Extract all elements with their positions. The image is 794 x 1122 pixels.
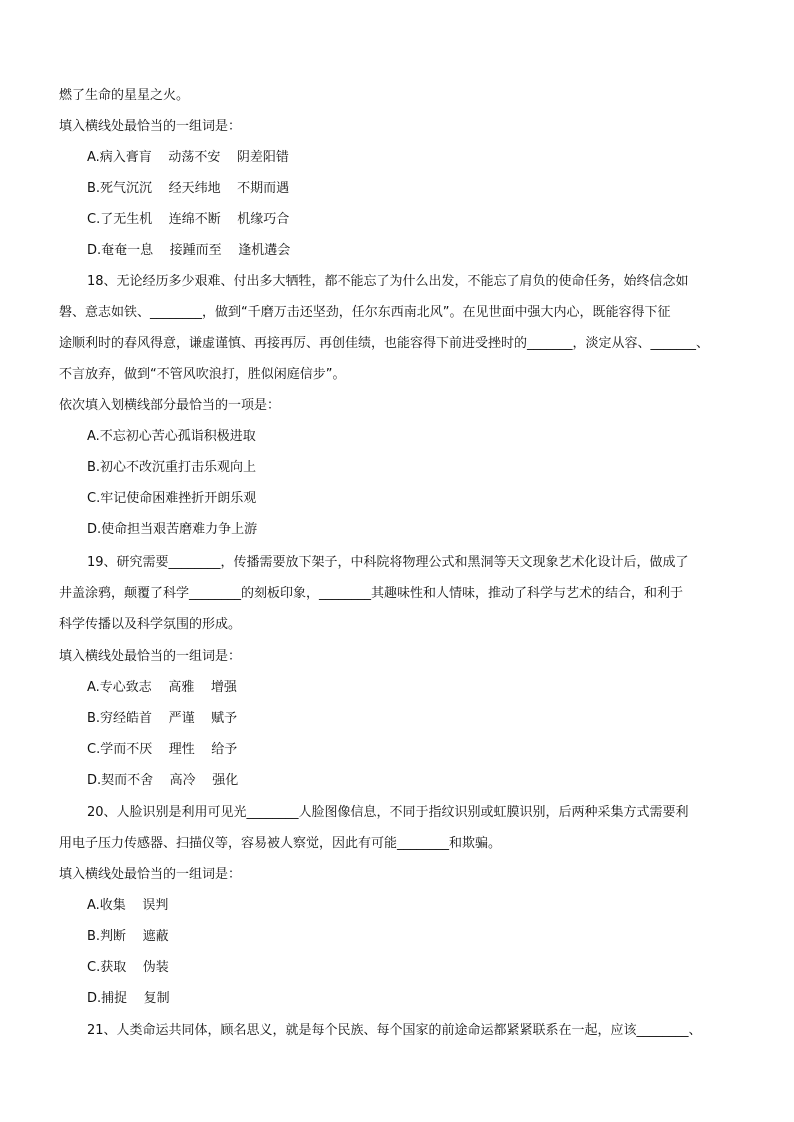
- option-d: D.使命担当艰苦磨难力争上游: [87, 522, 258, 537]
- question-prompt: 填入横线处最恰当的一组词是：: [59, 649, 242, 664]
- option-c: C.学而不厌 理性 给予: [87, 742, 238, 757]
- question-21-text: 21、人类命运共同体，顾名思义，就是每个民族、每个国家的前途命运都紧紧联系在一起，应该________、: [87, 1023, 702, 1038]
- option-b: B.初心不改沉重打击乐观向上: [87, 460, 257, 475]
- question-18-text: 不言放弃，做到“不管风吹浪打，胜似闲庭信步”。: [59, 367, 346, 382]
- option-b: B.穷经皓首 严谨 赋予: [87, 711, 238, 726]
- option-a: A.病入膏肓 动荡不安 阴差阳错: [87, 150, 289, 165]
- question-20-text: 用电子压力传感器、扫描仪等，容易被人察觉，因此有可能________和欺骗。: [59, 836, 502, 851]
- question-19-text: 科学传播以及科学氛围的形成。: [59, 617, 242, 632]
- option-a: A.专心致志 高雅 增强: [87, 680, 237, 695]
- question-prompt: 依次填入划横线部分最恰当的一项是：: [59, 398, 281, 413]
- option-d: D.捕捉 复制: [87, 991, 170, 1006]
- option-b: B.死气沉沉 经天纬地 不期而遇: [87, 181, 290, 196]
- question-prompt: 填入横线处最恰当的一组词是：: [59, 867, 242, 882]
- question-prompt: 填入横线处最恰当的一组词是：: [59, 119, 242, 134]
- question-18-text: 途顺利时的春风得意，谦虚谨慎、再接再厉、再创佳绩，也能容得下前进受挫时的_______，淡定从容、_______、: [59, 336, 710, 351]
- option-b: B.判断 遮蔽: [87, 929, 169, 944]
- question-19-text: 19、研究需要________，传播需要放下架子，中科院将物理公式和黑洞等天文现象艺术化设计后，做成了: [87, 555, 689, 570]
- question-18-text: 18、无论经历多少艰难、付出多大牺牲，都不能忘了为什么出发，不能忘了肩负的使命任务，始终信念如: [87, 274, 689, 289]
- question-18-text: 磐、意志如铁、________，做到“千磨万击还坚劲，任尔东西南北风”。在见世面中强大内心，既能容得下征: [59, 305, 671, 320]
- option-c: C.获取 伪装: [87, 960, 169, 975]
- text-line: 燃了生命的星星之火。: [59, 88, 190, 103]
- question-19-text: 井盖涂鸦，颠覆了科学________的刻板印象，________其趣味性和人情味，推动了科学与艺术的结合，和利于: [59, 586, 684, 601]
- question-20-text: 20、人脸识别是利用可见光________人脸图像信息，不同于指纹识别或虹膜识别，后两种采集方式需要利: [87, 805, 689, 820]
- option-a: A.收集 误判: [87, 898, 169, 913]
- option-d: D.奄奄一息 接踵而至 逢机遘会: [87, 243, 291, 258]
- option-c: C.牢记使命困难挫折开朗乐观: [87, 491, 257, 506]
- option-c: C.了无生机 连绵不断 机缘巧合: [87, 212, 290, 227]
- option-d: D.契而不舍 高冷 强化: [87, 773, 239, 788]
- option-a: A.不忘初心苦心孤诣积极进取: [87, 429, 256, 444]
